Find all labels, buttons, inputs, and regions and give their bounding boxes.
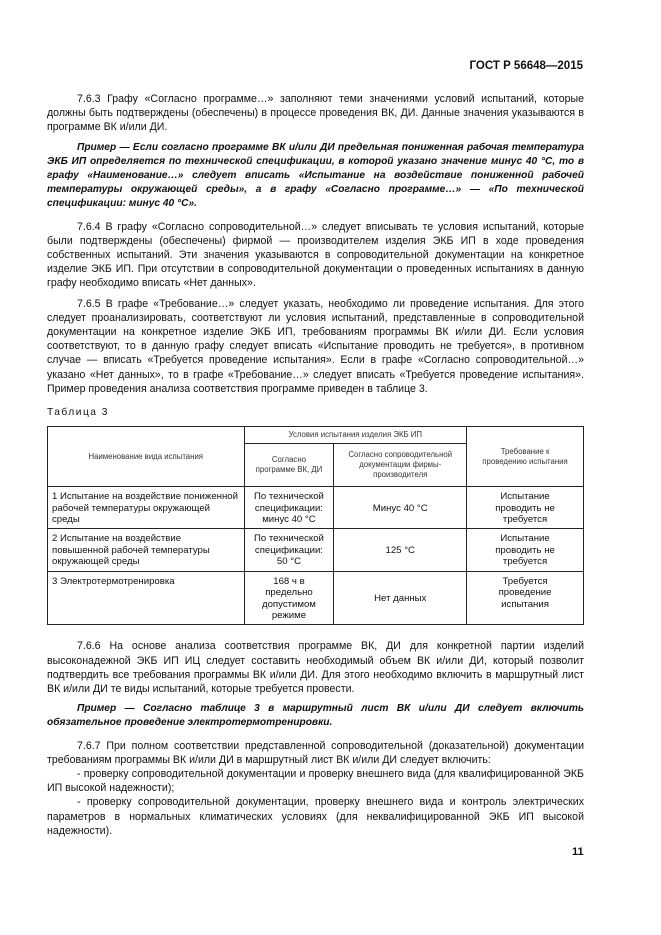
paragraph-7-6-6: 7.6.6 На основе анализа соответствия программе ВК, ДИ для конкретной партии изделий высоконадежной ЭКБ ИП ИЦ следует составить необходимый объем ВК и/или ДИ, который позволит подтвердить все требования программы ВК и/или ДИ. Для этого необходимо включить в маршрутный лист ВК и/или ДИ те виды испытаний, которые требуется провести. [47, 640, 584, 695]
header-test-name: Наименование вида испытания [48, 427, 245, 487]
list-item: - проверку сопроводительной документации и проверку внешнего вида (для квалифицированной ЭКБ ИП высокой надежности); [47, 767, 584, 795]
conditions-table [47, 426, 584, 625]
page-number: 11 [572, 846, 584, 858]
paragraph-7-6-3: 7.6.3 Графу «Согласно программе…» заполняют теми значениями условий испытаний, которые должны быть подтверждены (обеспечены) в процессе проведения ВК, ДИ. Данные значения указываются в программе ВК и/или ДИ. [47, 93, 584, 134]
cell-program: По технической спецификации: 50 °С [244, 529, 334, 571]
cell-program: По технической спецификации: минус 40 °С [244, 487, 334, 529]
cell-program: 168 ч в предельно допустимом режиме [244, 571, 334, 625]
cell-test-name: 2 Испытание на воздействие повышенной рабочей температуры окружающей среды [48, 529, 245, 571]
document-body [47, 92, 584, 838]
cell-requirement: Испытание проводить не требуется [467, 529, 584, 571]
table-row [48, 571, 584, 625]
standard-header: ГОСТ Р 56648—2015 [469, 60, 583, 72]
example-paragraph-2: Пример — Согласно таблице 3 в маршрутный лист ВК и/или ДИ следует включить обязательное проведение электротермотренировки. [47, 703, 584, 729]
table-caption: Таблица 3 [47, 407, 109, 419]
cell-requirement: Требуется проведение испытания [467, 571, 584, 625]
header-per-docs: Согласно сопроводительной документации фирмы-производителя [334, 444, 467, 487]
paragraph-7-6-4: 7.6.4 В графу «Согласно сопроводительной…» следует вписывать те условия испытаний, которые были подтверждены (обеспечены) фирмой — производителем изделия ЭКБ ИП в ходе проведения собственных испытаний. Эти значения указываются в сопроводительной документации на конкретное изделие ЭКБ ИП. При отсутствии в сопроводительной документации о проведенных испытаниях в данную графу необходимо вписать «Нет данных». [47, 220, 584, 290]
header-per-program: Согласно программе ВК, ДИ [244, 444, 334, 487]
cell-test-name: 1 Испытание на воздействие пониженной рабочей температуры окружающей среды [48, 487, 245, 529]
table-header-row [48, 427, 584, 444]
paragraph-7-6-7: 7.6.7 При полном соответствии представленной сопроводительной (доказательной) документации требованиям программы ВК и/или ДИ в маршрутный лист ВК и/или ДИ следует включить: [47, 739, 584, 766]
paragraph-7-6-5: 7.6.5 В графе «Требование…» следует указать, необходимо ли проведение испытания. Для этого следует проанализировать, соответствуют ли условия испытаний, представленные в сопроводительной документации на конкретное изделие ЭКБ ИП, требованиям программы ВК и/или ДИ. Если условия соответствуют, то в данную графу следует вписать «Испытание проводить не требуется», в противном случае — вписать «Требуется проведение испытания». Если в графе «Согласно сопроводительной…» указано «Нет данных», то в графе «Требование…» следует вписать «Требуется проведение испытания». Пример проведения анализа соответствия программе приведен в таблице 3. [47, 297, 584, 395]
cell-docs: 125 °С [334, 529, 467, 571]
cell-test-name: 3 Электротермотренировка [48, 571, 245, 625]
cell-requirement: Испытание проводить не требуется [467, 487, 584, 529]
list-item: - проверку сопроводительной документации, проверку внешнего вида и контроль электрических параметров в нормальных климатических условиях (для неквалифицированной ЭКБ ИП высокой надежности). [47, 796, 584, 837]
example-paragraph-1: Пример — Если согласно программе ВК и/или ДИ предельная пониженная рабочая температура ЭКБ ИП определяется по технической спецификации, в которой указано значение минус 40 °С, то в графу «Наименование…» следует вписать «Испытание на воздействие пониженной рабочей температуры окружающей среды», а в графу «Согласно программе…» — «По технической спецификации: минус 40 °С». [47, 141, 584, 210]
table-row [48, 529, 584, 571]
cell-docs: Минус 40 °С [334, 487, 467, 529]
cell-docs: Нет данных [334, 571, 467, 625]
header-conditions: Условия испытания изделия ЭКБ ИП [244, 427, 467, 444]
header-requirement: Требование к проведению испытания [467, 427, 584, 487]
table-row [48, 487, 584, 529]
